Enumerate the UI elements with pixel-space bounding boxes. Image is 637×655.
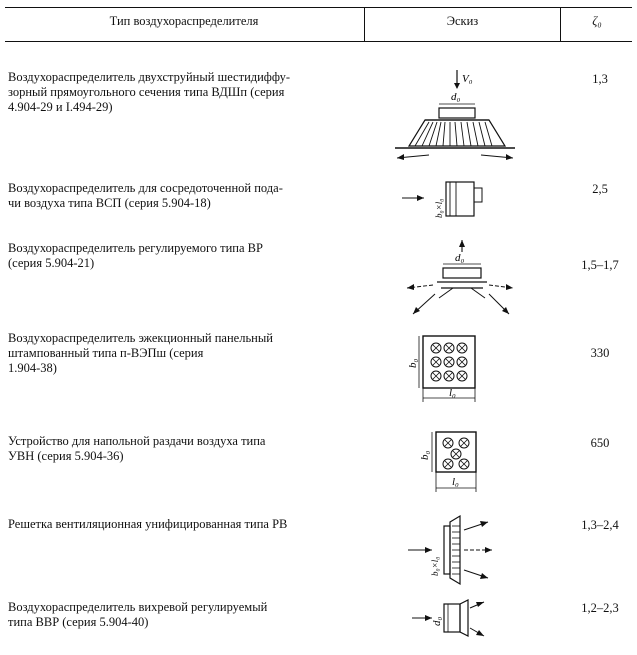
row-description — [8, 517, 356, 532]
description-line: Решетка вентиляционная унифицированная типа РВ — [8, 517, 288, 531]
row-value: 1,3–2,4 — [581, 518, 619, 532]
description-line: 4.904-29 и I.494-29) — [8, 100, 113, 114]
row-description — [8, 434, 356, 464]
header-coefficient: ζ₀ — [592, 14, 602, 28]
diffuser-sketch-vsp — [400, 176, 490, 226]
table-top-rule — [5, 7, 632, 8]
description-line: Воздухораспределитель эжекционный панельный — [8, 331, 273, 345]
description-line: типа ВВР (серия 5.904-40) — [8, 615, 149, 629]
header-sketch: Эскиз — [446, 14, 479, 28]
sketch-label: b₀×l₀ — [434, 198, 444, 218]
description-line: зорный прямоугольного сечения типа ВДШп (серия — [8, 85, 285, 99]
row-value: 650 — [590, 436, 610, 450]
row-value: 1,3 — [592, 72, 608, 86]
description-line: чи воздуха типа ВСП (серия 5.904-18) — [8, 196, 211, 210]
description-line: УВН (серия 5.904-36) — [8, 449, 124, 463]
row-description — [8, 181, 356, 211]
description-line: Устройство для напольной раздачи воздуха типа — [8, 434, 266, 448]
column-divider — [560, 7, 561, 41]
description-line: Воздухораспределитель вихревой регулируемый — [8, 600, 268, 614]
description-line: Воздухораспределитель регулируемого типа ВР — [8, 241, 263, 255]
row-description — [8, 600, 356, 630]
sketch-label: V₀ — [462, 73, 473, 85]
description-line: (серия 5.904-21) — [8, 256, 95, 270]
floor-air-unit-sketch-uvn — [412, 428, 492, 498]
diffuser-sketch-vdshp — [395, 68, 515, 168]
diffuser-sketch-vr — [405, 238, 515, 318]
sketch-label: b₀ — [419, 450, 431, 460]
sketch-label: b₀ — [407, 358, 419, 368]
table-header-rule — [5, 41, 632, 42]
description-line: Воздухораспределитель двухструйный шестидиффу- — [8, 70, 291, 84]
row-value: 2,5 — [592, 182, 608, 196]
description-line: штампованный типа п-ВЭПш (серия — [8, 346, 204, 360]
row-value: 1,5–1,7 — [581, 258, 619, 272]
sketch-label: d₀ — [451, 91, 461, 103]
row-value: 1,2–2,3 — [581, 601, 619, 615]
description-line: Воздухораспределитель для сосредоточенной пода- — [8, 181, 283, 195]
diffuser-sketch-vepsh — [403, 330, 483, 410]
sketch-label: l₀ — [449, 387, 456, 399]
ventilation-grille-sketch-rv — [406, 512, 496, 592]
sketch-label: d₀ — [455, 252, 465, 264]
description-line: 1.904-38) — [8, 361, 57, 375]
sketch-label: d₀ — [431, 616, 443, 626]
sketch-label: b₀×l₀ — [430, 556, 440, 576]
row-description — [8, 331, 356, 376]
row-description — [8, 241, 356, 271]
sketch-label: l₀ — [452, 476, 459, 488]
row-description — [8, 70, 356, 115]
header-type: Тип воздухораспределителя — [109, 14, 259, 28]
vortex-diffuser-sketch-vvr — [410, 596, 490, 644]
row-value: 330 — [590, 346, 610, 360]
